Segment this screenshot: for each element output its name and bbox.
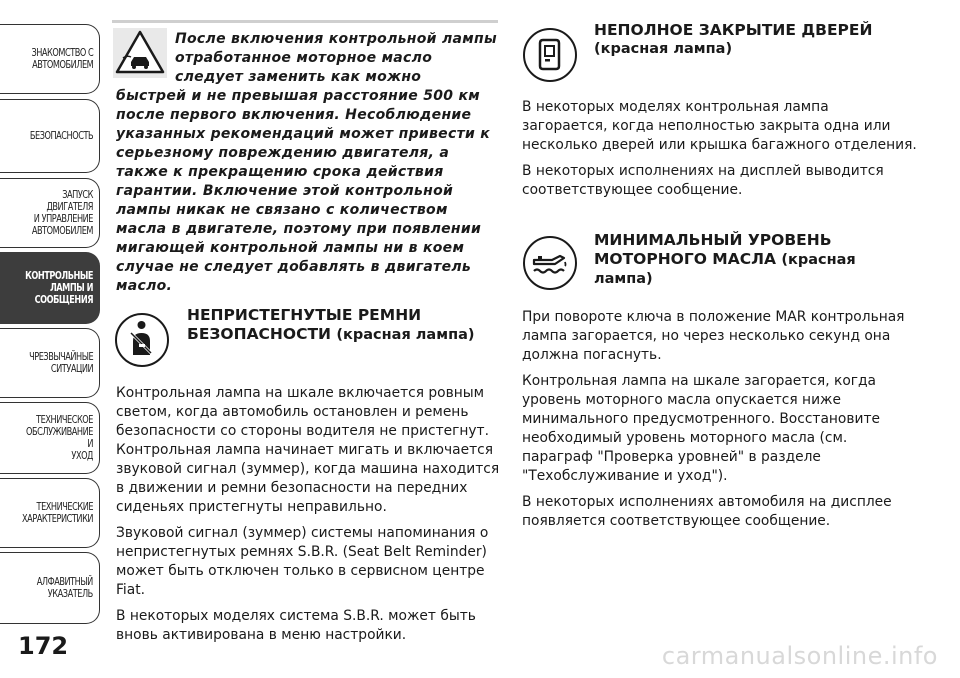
seatbelt-body (116, 384, 500, 652)
warning-indented (175, 30, 500, 87)
seatbelt-heading (187, 306, 507, 345)
doors-heading-title: НЕПОЛНОЕ ЗАКРЫТИЕ ДВЕРЕЙ (594, 21, 873, 39)
doors-body (522, 98, 917, 207)
tab-introduction[interactable] (0, 24, 100, 94)
doors-paragraph-2: В некоторых исполнениях на дисплей выводится соответствующее сообщение. (522, 163, 884, 198)
warning-line: После включения контрольной лампы (175, 31, 497, 47)
seatbelt-paragraph-3: В некоторых моделях система S.B.R. может быть вновь активирована в меню настройки. (116, 608, 476, 643)
oil-heading (594, 231, 924, 289)
tab-label: ЗАПУСК ДВИГАТЕЛЯ И УПРАВЛЕНИЕ АВТОМОБИЛЕМ (31, 189, 93, 237)
tab-maintenance[interactable] (0, 402, 100, 474)
oil-icon-circle (523, 236, 577, 290)
doors-paragraph-1: В некоторых моделях контрольная лампа загорается, когда неполностью закрыта одна или несколько дверей или крышка багажного отделения. (522, 99, 917, 153)
oil-heading-suffix: (красная (781, 252, 856, 268)
warning-paragraph: быстрей и не превышая расстояние 500 км после первого включения. Несоблюдение указанных рекомендаций может привести к серьезному повреждению двигателя, а также к прекращению срока действия гарантии. Включение этой контрольной лампы никак не связано с количеством масла в двигателе, поэтому при появлении мигающей контрольной лампы ни в коем случае не следует добавлять в двигатель масло. (116, 88, 491, 294)
warning-text (116, 87, 500, 296)
tab-starting-driving[interactable] (0, 178, 100, 248)
watermark: carmanualsonline.info (661, 642, 938, 670)
tab-label: АЛФАВИТНЫЙ УКАЗАТЕЛЬ (36, 576, 93, 600)
tab-label: ЧРЕЗВЫЧАЙНЫЕ СИТУАЦИИ (28, 351, 93, 375)
warning-line: отработанное моторное масло (175, 50, 433, 66)
tab-index[interactable] (0, 552, 100, 624)
oil-heading-suffix-line: лампа) (594, 271, 653, 287)
top-divider (112, 20, 498, 23)
door-open-icon (525, 30, 574, 79)
oil-paragraph-1: При повороте ключа в положение MAR контрольная лампа загорается, но через несколько секунд она должна погаснуть. (522, 309, 905, 363)
oil-heading-line2 (594, 250, 924, 270)
tab-label: ЗНАКОМСТВО С АВТОМОБИЛЕМ (31, 47, 94, 71)
seatbelt-heading-text: БЕЗОПАСНОСТИ (187, 325, 332, 343)
doors-heading (594, 21, 924, 59)
seatbelt-icon (117, 315, 166, 364)
tab-label: ТЕХНИЧЕСКИЕ ХАРАКТЕРИСТИКИ (21, 501, 93, 525)
oil-heading-line1: МИНИМАЛЬНЫЙ УРОВЕНЬ (594, 231, 832, 249)
tab-label: КОНТРОЛЬНЫЕ ЛАМПЫ И СООБЩЕНИЯ (25, 270, 93, 306)
oil-body (522, 308, 917, 538)
seatbelt-heading-line1: НЕПРИСТЕГНУТЫЕ РЕМНИ (187, 306, 422, 324)
oil-paragraph-3: В некоторых исполнениях автомобиля на дисплее появляется соответствующее сообщение. (522, 494, 892, 529)
seatbelt-heading-line2 (187, 325, 507, 345)
seatbelt-heading-suffix: (красная лампа) (336, 327, 475, 343)
oil-level-icon (525, 238, 574, 287)
tab-warning-lights[interactable] (0, 252, 100, 324)
seatbelt-paragraph-1: Контрольная лампа на шкале включается ровным светом, когда автомобиль остановлен и ремень безопасности со стороны водителя не пристегнут. Контрольная лампа начинает мигать и включается звуковой сигнал (зуммер), когда машина находится в движении и ремни безопасности на передних сиденьях пристегнуты неправильно. (116, 385, 500, 515)
tab-label: ТЕХНИЧЕСКОЕ ОБСЛУЖИВАНИЕ И УХОД (26, 414, 94, 462)
door-icon-circle (523, 28, 577, 82)
tab-emergency[interactable] (0, 328, 100, 398)
doors-heading-suffix: (красная лампа) (594, 41, 733, 57)
seatbelt-paragraph-2: Звуковой сигнал (зуммер) системы напоминания о непристегнутых ремнях S.B.R. (Seat Belt Reminder) может быть отключен только в сервисном центре Fiat. (116, 525, 489, 598)
tab-specifications[interactable] (0, 478, 100, 548)
warning-triangle-icon (113, 28, 167, 78)
seatbelt-icon-circle (115, 313, 169, 367)
warning-box (113, 28, 167, 78)
warning-line: следует заменить как можно (175, 69, 422, 85)
oil-paragraph-2: Контрольная лампа на шкале загорается, когда уровень моторного масла опускается ниже минимального предусмотренного. Восстановите необходимый уровень моторного масла (см. параграф "Проверка уровней" в разделе "Техобслуживание и уход"). (522, 373, 880, 484)
oil-heading-text: МОТОРНОГО МАСЛА (594, 250, 776, 268)
tab-safety[interactable] (0, 99, 100, 173)
tab-label: БЕЗОПАСНОСТЬ (29, 130, 93, 142)
page-number: 172 (18, 632, 69, 660)
